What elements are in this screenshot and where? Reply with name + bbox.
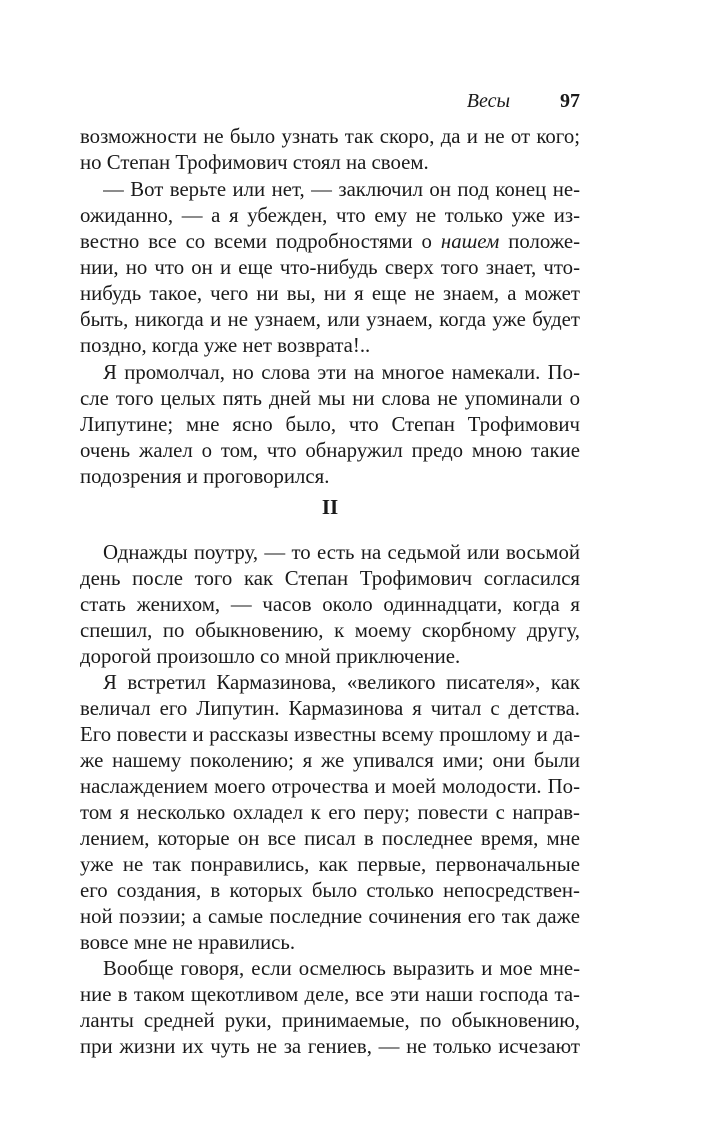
text-run: положе- [508, 230, 580, 253]
text-line: Его повести и рассказы известны всему прошлому и да- [80, 723, 580, 746]
text-line [80, 229, 580, 255]
text-line: при жизни их чуть не за гениев, — не только исчезают [80, 1035, 580, 1058]
text-line: том я несколько охладел к его перу; повести с направ- [80, 801, 580, 824]
text-line: Вообще говоря, если осмелюсь выразить и мое мне- [103, 957, 580, 980]
text-line: — Вот верьте или нет, — заключил он под конец не- [103, 178, 580, 201]
text-line: величал его Липутин. Кармазинова я читал с детства. [80, 697, 580, 720]
text-line: уже не так понравились, как первые, первоначальные [80, 853, 580, 876]
text-line: ной поэзии; а самые последние сочинения его так даже [80, 905, 580, 928]
text-line: быть, никогда и не узнаем, или узнаем, когда уже будет [80, 308, 580, 331]
text-line: сле того целых пять дней мы ни слова не упоминали о [80, 387, 580, 410]
text-line: стать женихом, — часов около одиннадцати, когда я [80, 593, 580, 616]
text-line: нибудь такое, чего ни вы, ни я еще не знаем, а может [80, 282, 580, 305]
text-line: Однажды поутру, — то есть на седьмой или восьмой [103, 541, 580, 564]
running-head-title: Весы [466, 90, 510, 112]
text-line: Я промолчал, но слова эти на многое намекали. По- [103, 361, 580, 384]
text-line: вовсе мне не нравились. [80, 931, 296, 954]
text-line: подозрения и проговорился. [80, 465, 330, 488]
text-line: наслаждением моего отрочества и моей молодости. По- [80, 775, 580, 798]
page-number: 97 [560, 90, 580, 112]
emphasized-word: нашем [440, 230, 500, 253]
text-line: ние в таком щекотливом деле, все эти наши господа та- [80, 983, 580, 1006]
text-line: день после того как Степан Трофимович согласился [80, 567, 580, 590]
text-line: его создания, в которых было столько непосредствен- [80, 879, 580, 902]
text-line: Липутине; мне ясно было, что Степан Трофимович [80, 413, 580, 436]
text-line: Я встретил Кармазинова, «великого писателя», как [103, 671, 580, 694]
text-line: дорогой произошло со мной приключение. [80, 645, 461, 668]
text-line: ожиданно, — а я убежден, что ему не только уже из- [80, 204, 580, 227]
running-head [80, 88, 580, 114]
text-line: спешил, по обыкновению, к моему скорбному другу, [80, 619, 580, 642]
text-run: вестно все со всеми подробностями о [80, 230, 432, 253]
text-line: очень жалел о том, что обнаружил предо мною такие [80, 439, 580, 462]
text-line: но Степан Трофимович стоял на своем. [80, 151, 429, 174]
text-line: же нашему поколению; я же упивался ими; они были [80, 749, 580, 772]
chapter-heading: II [321, 495, 339, 519]
text-line: нии, но что он и еще что-нибудь сверх того знает, что- [80, 256, 580, 279]
text-line: поздно, когда уже нет возврата!.. [80, 334, 371, 357]
text-line: ланты средней руки, принимаемые, по обыкновению, [80, 1009, 580, 1032]
text-line: лением, которые он все писал в последнее время, мне [80, 827, 580, 850]
text-line: возможности не было узнать так скоро, да и не от кого; [80, 125, 580, 148]
